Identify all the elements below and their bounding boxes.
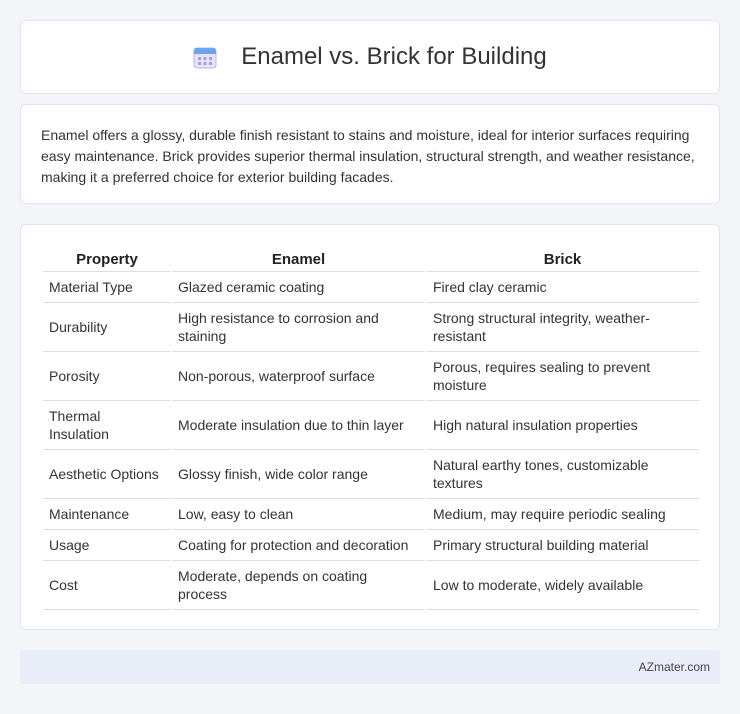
table-row [43,449,699,498]
property-cell: Porosity [43,351,171,400]
enamel-cell: High resistance to corrosion and staining [171,302,426,351]
page-title: Enamel vs. Brick for Building [241,43,547,70]
comparison-table-card [20,224,720,630]
comparison-table [43,245,699,610]
property-cell: Durability [43,302,171,351]
column-header-property: Property [43,245,171,271]
table-row [43,271,699,302]
brick-cell: Natural earthy tones, customizable textures [426,449,699,498]
table-row [43,560,699,609]
enamel-cell: Non-porous, waterproof surface [171,351,426,400]
enamel-cell: Coating for protection and decoration [171,529,426,560]
enamel-cell: Low, easy to clean [171,498,426,529]
enamel-cell: Glossy finish, wide color range [171,449,426,498]
brick-cell: Fired clay ceramic [426,271,699,302]
brick-cell: High natural insulation properties [426,400,699,449]
enamel-cell: Glazed ceramic coating [171,271,426,302]
intro-card [20,104,720,204]
table-row [43,529,699,560]
brick-cell: Medium, may require periodic sealing [426,498,699,529]
calendar-icon [193,45,217,69]
brick-cell: Porous, requires sealing to prevent moisture [426,351,699,400]
property-cell: Material Type [43,271,171,302]
footer-brand-link[interactable]: AZmater.com [638,660,710,674]
property-cell: Maintenance [43,498,171,529]
property-cell: Cost [43,560,171,609]
brick-cell: Primary structural building material [426,529,699,560]
property-cell: Usage [43,529,171,560]
column-header-brick: Brick [426,245,699,271]
table-header-row [43,245,699,271]
enamel-cell: Moderate, depends on coating process [171,560,426,609]
title-card [20,20,720,94]
brick-cell: Strong structural integrity, weather-resistant [426,302,699,351]
table-row [43,498,699,529]
table-row [43,400,699,449]
enamel-cell: Moderate insulation due to thin layer [171,400,426,449]
column-header-enamel: Enamel [171,245,426,271]
brick-cell: Low to moderate, widely available [426,560,699,609]
property-cell: Aesthetic Options [43,449,171,498]
property-cell: Thermal Insulation [43,400,171,449]
intro-text: Enamel offers a glossy, durable finish resistant to stains and moisture, ideal for interior surfaces requiring easy maintenance. Brick provides superior thermal insulation, structural strength, and weather resistance, making it a preferred choice for exterior building facades. [41,127,695,185]
table-row [43,302,699,351]
table-row [43,351,699,400]
footer-bar [20,650,720,684]
